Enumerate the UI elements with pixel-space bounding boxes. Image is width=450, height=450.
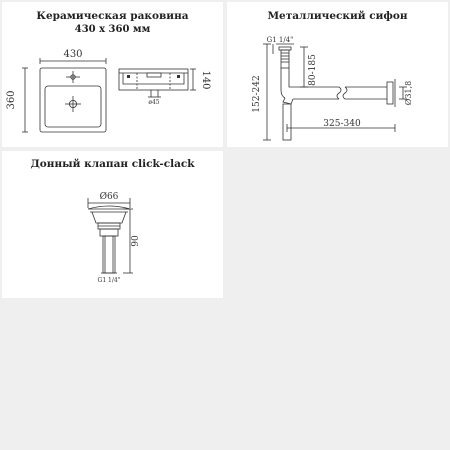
siphon-panel — [227, 2, 448, 147]
sink-depth-label: 360 — [6, 90, 17, 110]
sink-width-label: 430 — [63, 49, 83, 60]
sink-subtitle: 430 х 360 мм — [74, 24, 151, 35]
valve-panel — [2, 151, 223, 298]
sink-panel — [2, 2, 223, 147]
valve-diameter-label: Ø66 — [99, 192, 119, 202]
siphon-title: Металлический сифон — [267, 10, 408, 22]
siphon-upper-label: 80-185 — [308, 54, 318, 86]
siphon-total-label: 152-242 — [252, 75, 262, 113]
siphon-diameter-label: Ø31,8 — [404, 80, 413, 106]
siphon-thread-label: G1 1/4" — [266, 36, 294, 44]
siphon-drawing — [227, 2, 448, 147]
valve-title: Донный клапан click-clack — [30, 158, 195, 170]
siphon-length-label: 325-340 — [323, 119, 361, 129]
valve-height-label: 90 — [131, 235, 141, 247]
sink-side-view — [2, 2, 223, 147]
sink-title: Керамическая раковина — [36, 10, 189, 22]
valve-drawing — [2, 151, 223, 298]
valve-thread-label: G1 1/4" — [97, 277, 121, 284]
sink-height-label: 140 — [200, 70, 211, 90]
sink-hole-label: ø45 — [148, 99, 160, 106]
